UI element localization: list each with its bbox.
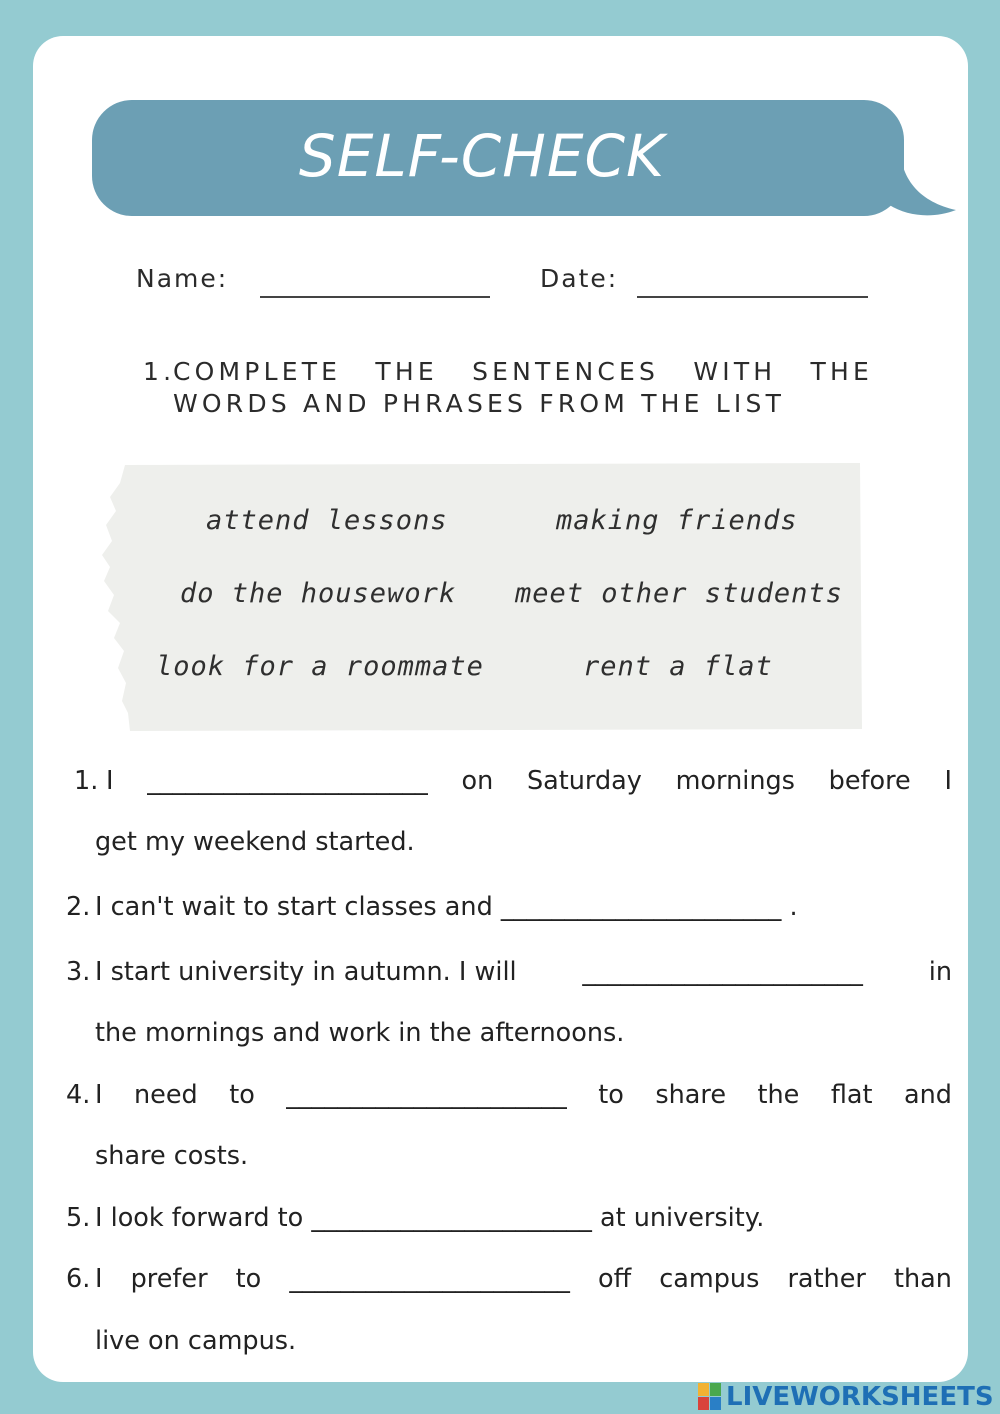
instruction-number: 1. bbox=[143, 357, 176, 386]
sentence-word: the bbox=[757, 1080, 800, 1110]
sentence-number: 1. bbox=[74, 766, 99, 796]
logo-text: LIVEWORKSHEETS bbox=[726, 1382, 994, 1412]
sentence-word: need bbox=[134, 1080, 198, 1110]
sentence-word: on bbox=[461, 766, 494, 796]
answer-blank[interactable]: ______________________ bbox=[286, 1080, 567, 1110]
speech-bubble-tail bbox=[880, 150, 956, 220]
sentence-word: to bbox=[598, 1080, 624, 1110]
answer-blank[interactable]: ______________________ bbox=[147, 766, 428, 796]
sentence-word: share bbox=[655, 1080, 727, 1110]
sentence-continuation: the mornings and work in the afternoons. bbox=[95, 1018, 625, 1048]
sentence-word: mornings bbox=[675, 766, 795, 796]
name-label: Name: bbox=[136, 264, 229, 293]
date-label: Date: bbox=[540, 264, 619, 293]
name-field[interactable] bbox=[260, 296, 490, 298]
sentence-word: flat bbox=[830, 1080, 873, 1110]
sentence-number: 3. bbox=[66, 957, 91, 987]
word-list-item: look for a roommate bbox=[156, 651, 484, 682]
date-field[interactable] bbox=[637, 296, 868, 298]
word-list-item: rent a flat bbox=[583, 651, 773, 682]
sentence-word: I start university in autumn. I will bbox=[95, 957, 517, 987]
sentence-line bbox=[95, 1080, 952, 1110]
sentence-word: I bbox=[944, 766, 952, 796]
sentence-word: rather bbox=[787, 1264, 866, 1294]
liveworksheets-logo-icon bbox=[698, 1383, 722, 1411]
sentence-word: before bbox=[828, 766, 911, 796]
sentence-number: 2. bbox=[66, 892, 91, 922]
sentence-word: than bbox=[894, 1264, 952, 1294]
sentence-word: I bbox=[106, 766, 114, 796]
answer-blank[interactable]: ______________________ bbox=[582, 957, 863, 987]
word-list-item: do the housework bbox=[180, 578, 457, 609]
sentence-continuation: get my weekend started. bbox=[95, 827, 415, 857]
sentence-number: 6. bbox=[66, 1264, 91, 1294]
page-title: SELF-CHECK bbox=[298, 122, 666, 190]
sentence-text[interactable]: I can't wait to start classes and ______________________ . bbox=[95, 892, 798, 922]
sentence-line bbox=[106, 766, 952, 796]
sentence-text[interactable]: I look forward to ______________________ at university. bbox=[95, 1203, 765, 1233]
sentence-word: in bbox=[928, 957, 952, 987]
sentence-word: I bbox=[95, 1264, 103, 1294]
sentence-word: to bbox=[229, 1080, 255, 1110]
answer-blank[interactable]: ______________________ bbox=[289, 1264, 570, 1294]
word-list-item: making friends bbox=[556, 505, 798, 536]
sentence-word: campus bbox=[659, 1264, 760, 1294]
sentence-continuation: live on campus. bbox=[95, 1326, 297, 1356]
sentence-word: Saturday bbox=[526, 766, 642, 796]
sentence-continuation: share costs. bbox=[95, 1141, 249, 1171]
sentence-line bbox=[95, 1264, 952, 1294]
sentence-word: off bbox=[597, 1264, 632, 1294]
sentence-word: and bbox=[903, 1080, 952, 1110]
sentence-line bbox=[95, 957, 952, 987]
sentence-number: 5. bbox=[66, 1203, 91, 1233]
sentence-word: to bbox=[235, 1264, 262, 1294]
word-list-item: meet other students bbox=[515, 578, 843, 609]
sentence-word: prefer bbox=[130, 1264, 208, 1294]
sentence-number: 4. bbox=[66, 1080, 91, 1110]
liveworksheets-logo bbox=[698, 1380, 994, 1414]
word-list-item: attend lessons bbox=[206, 505, 448, 536]
instruction-text: COMPLETE THE SENTENCES WITH THE WORDS AND PHRASES FROM THE LIST bbox=[173, 357, 873, 418]
sentence-word: I bbox=[95, 1080, 103, 1110]
